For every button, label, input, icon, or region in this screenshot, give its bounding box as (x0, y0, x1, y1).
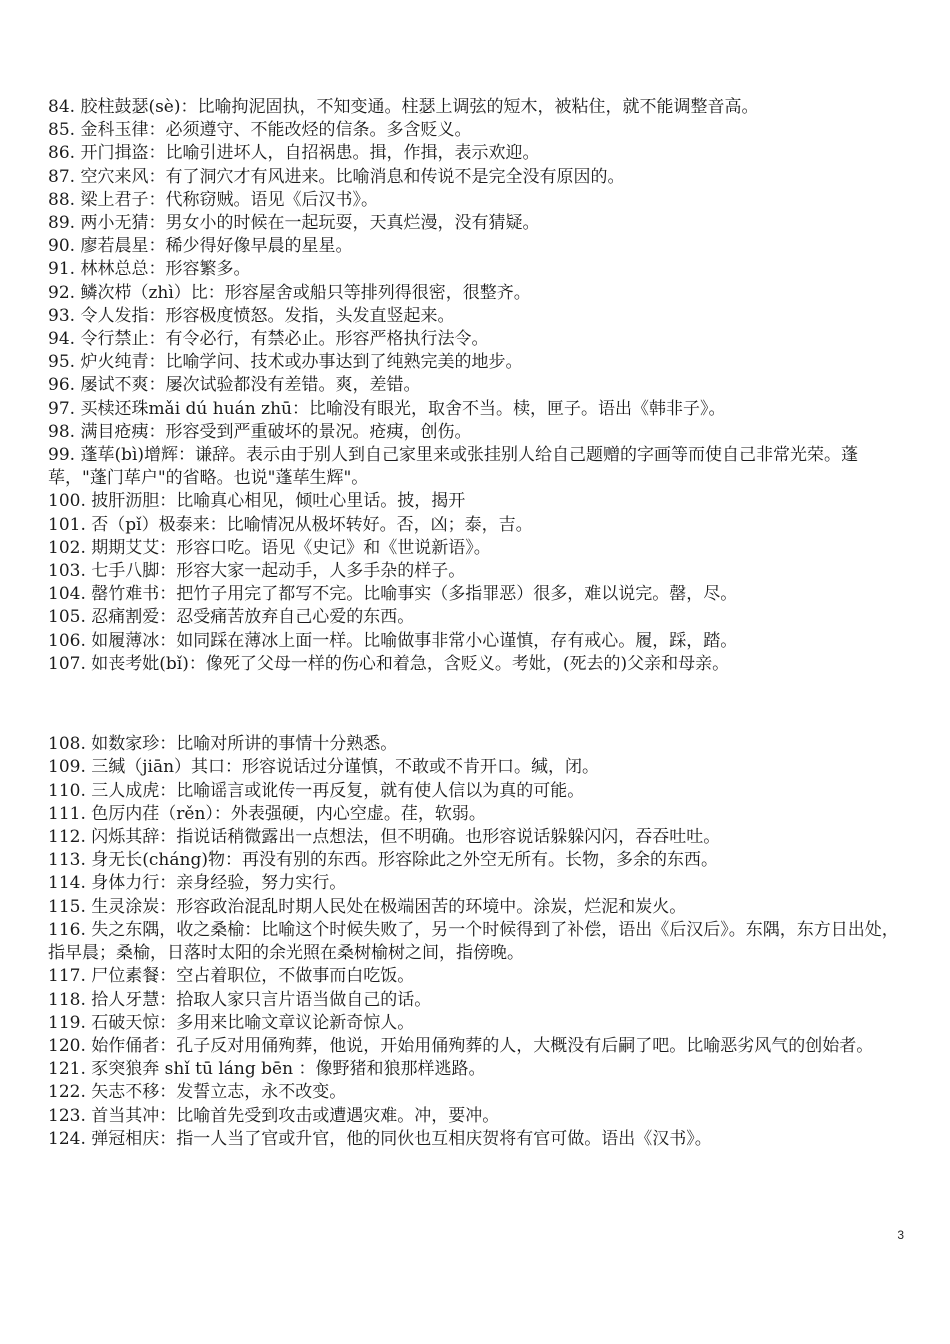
idiom-entry: 110. 三人成虎：比喻谣言或讹传一再反复，就有使人信以为真的可能。 (48, 780, 585, 801)
idiom-entry: 97. 买椟还珠mǎi dú huán zhū：比喻没有眼光，取舍不当。椟，匣子。语出《韩非子》。 (48, 398, 726, 419)
idiom-entry: 86. 开门揖盗：比喻引进坏人，自招祸患。揖，作揖，表示欢迎。 (48, 143, 540, 164)
blank-line (48, 693, 912, 716)
idiom-entry: 85. 金科玉律：必须遵守、不能改烃的信条。多含贬义。 (48, 120, 472, 141)
idiom-entry: 108. 如数家珍：比喻对所讲的事情十分熟悉。 (48, 734, 398, 755)
idiom-entry: 99. 蓬荜(bì)增辉：谦辞。表示由于别人到自己家里来或张挂别人给自己题赠的字画等而使自己非常光荣。蓬荜，"蓬门荜户"的省略。也说"蓬荜生辉"。 (48, 445, 859, 489)
idiom-entry: 90. 廖若晨星：稀少得好像早晨的星星。 (48, 236, 353, 257)
idiom-entry: 123. 首当其冲：比喻首先受到攻击或遭遇灾难。冲，要冲。 (48, 1105, 500, 1126)
idiom-entry: 115. 生灵涂炭：形容政治混乱时期人民处在极端困苦的环境中。涂炭，烂泥和炭火。 (48, 896, 687, 917)
idiom-entry: 120. 始作俑者：孔子反对用俑殉葬，他说，开始用俑殉葬的人，大概没有后嗣了吧。比喻恶劣风气的创始者。 (48, 1035, 874, 1056)
idiom-entry: 101. 否（pǐ）极泰来：比喻情况从极坏转好。否，凶；泰，吉。 (48, 514, 533, 535)
idiom-entry: 103. 七手八脚：形容大家一起动手，人多手杂的样子。 (48, 561, 466, 582)
idiom-entry: 105. 忍痛割爱：忍受痛苦放弃自己心爱的东西。 (48, 607, 415, 628)
idiom-entry: 94. 令行禁止：有令必行，有禁必止。形容严格执行法令。 (48, 329, 489, 350)
page-number: 3 (897, 1228, 904, 1242)
idiom-entry: 124. 弹冠相庆：指一人当了官或升官，他的同伙也互相庆贺将有官可做。语出《汉书》。 (48, 1128, 712, 1149)
idiom-entry: 109. 三缄（jiān）其口：形容说话过分谨慎，不敢或不肯开口。缄，闭。 (48, 757, 600, 778)
idiom-entry: 84. 胶柱鼓瑟(sè)：比喻拘泥固执，不知变通。柱瑟上调弦的短木，被粘住，就不能调整音高。 (48, 97, 759, 117)
idiom-entry: 106. 如履薄冰：如同踩在薄冰上面一样。比喻做事非常小心谨慎，存有戒心。履，踩，踏。 (48, 630, 738, 651)
idiom-entry: 96. 屡试不爽：屡次试验都没有差错。爽，差错。 (48, 375, 421, 396)
idiom-entry: 95. 炉火纯青：比喻学问、技术或办事达到了纯熟完美的地步。 (48, 352, 523, 373)
idiom-entry: 92. 鳞次栉（zhì）比：形容屋舍或船只等排列得很密，很整齐。 (48, 282, 531, 303)
document-body (48, 96, 912, 1151)
idiom-entry: 119. 石破天惊：多用来比喻文章议论新奇惊人。 (48, 1012, 415, 1033)
idiom-entry: 102. 期期艾艾：形容口吃。语见《史记》和《世说新语》。 (48, 537, 491, 558)
idiom-entry: 117. 尸位素餐：空占着职位，不做事而白吃饭。 (48, 966, 415, 987)
idiom-entry: 118. 拾人牙慧：拾取人家只言片语当做自己的话。 (48, 989, 432, 1010)
idiom-entry: 93. 令人发指：形容极度愤怒。发指，头发直竖起来。 (48, 305, 455, 326)
idiom-entry: 104. 罄竹难书：把竹子用完了都写不完。比喻事实（多指罪恶）很多，难以说完。罄，尽。 (48, 584, 738, 605)
idiom-entry: 91. 林林总总：形容繁多。 (48, 259, 251, 280)
idiom-entry: 113. 身无长(cháng)物：再没有别的东西。形容除此之外空无所有。长物，多余的东西。 (48, 850, 718, 871)
idiom-entry: 112. 闪烁其辞：指说话稍微露出一点想法，但不明确。也形容说话躲躲闪闪，吞吞吐吐。 (48, 827, 721, 848)
idiom-entry: 121. 豕突狼奔 shǐ tū láng bēn ：像野猪和狼那样逃路。 (48, 1059, 486, 1080)
idiom-entry: 89. 两小无猜：男女小的时候在一起玩耍，天真烂漫，没有猜疑。 (48, 213, 540, 234)
idiom-entry: 114. 身体力行：亲身经验，努力实行。 (48, 873, 347, 894)
idiom-entry: 122. 矢志不移：发誓立志，永不改变。 (48, 1082, 347, 1103)
idiom-entry: 98. 满目疮痍：形容受到严重破坏的景况。疮痍，创伤。 (48, 421, 472, 442)
idiom-entry: 116. 失之东隅，收之桑榆：比喻这个时候失败了，另一个时候得到了补偿，语出《后汉后》。东隅，东方日出处，指早晨；桑榆，日落时太阳的余光照在桑树榆树之间，指傍晚。 (48, 919, 899, 964)
idiom-entry: 87. 空穴来风：有了洞穴才有风进来。比喻消息和传说不是完全没有原因的。 (48, 166, 625, 187)
idiom-entry: 100. 披肝沥胆：比喻真心相见，倾吐心里话。披，揭开 (48, 491, 466, 512)
idiom-entry: 107. 如丧考妣(bǐ)：像死了父母一样的伤心和着急，含贬义。考妣，(死去的)父亲和母亲。 (48, 653, 730, 674)
idiom-entry: 111. 色厉内荏（rěn）：外表强硬，内心空虚。荏，软弱。 (48, 803, 486, 824)
idiom-entry: 88. 梁上君子：代称窃贼。语见《后汉书》。 (48, 189, 378, 210)
